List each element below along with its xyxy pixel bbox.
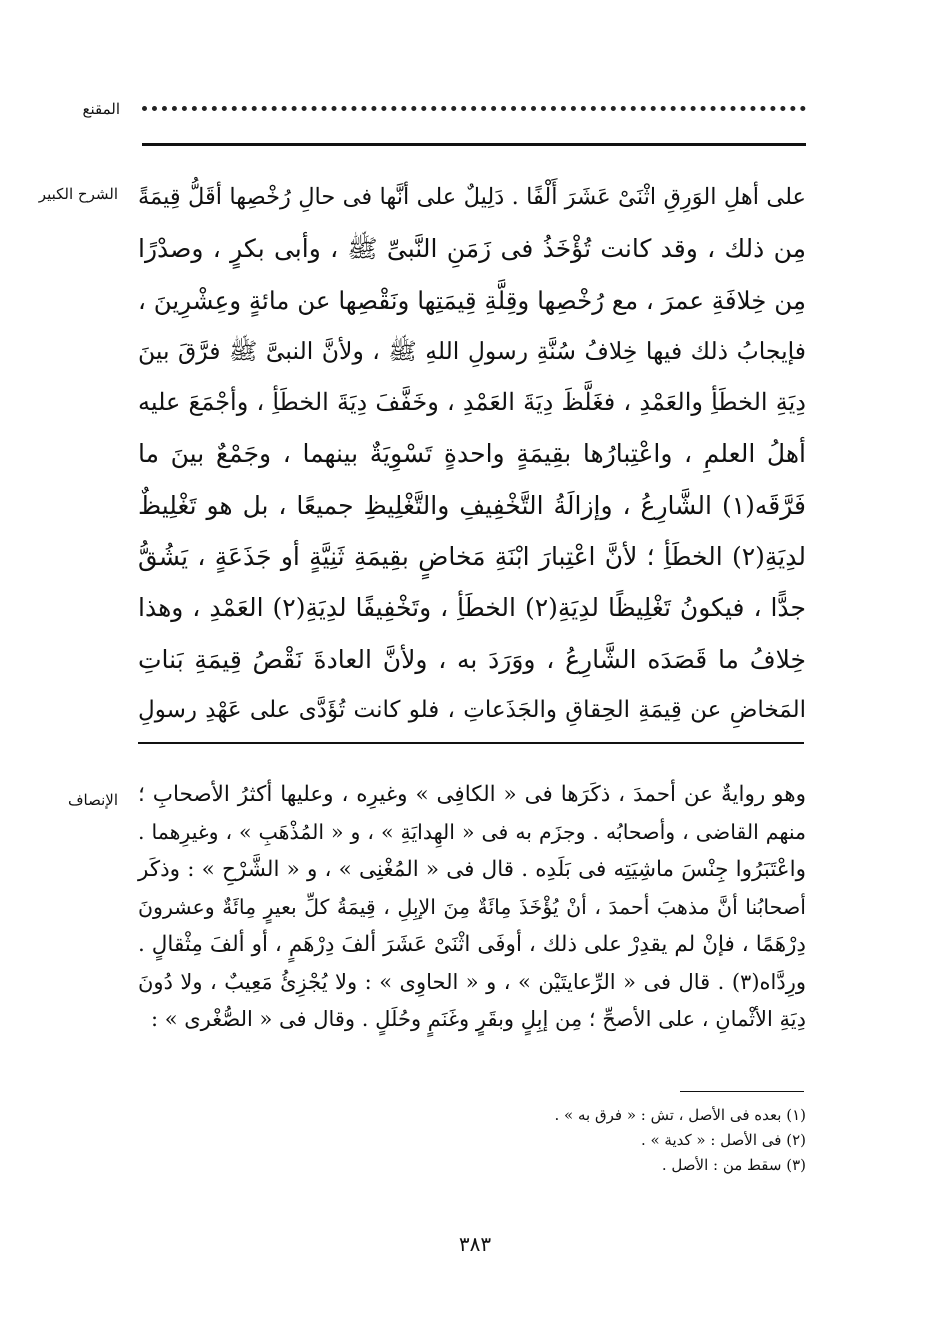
section-divider-rule [138, 742, 804, 744]
footnotes [500, 1103, 806, 1178]
sharh-line: المَخاضِ عن قِيمَةِ الحِقاقِ والجَذَعاتِ ، فلو كانت تُؤَدَّى على عَهْدِ رسولِ [138, 696, 806, 723]
insaf-line: وهو روايةٌ عن أحمدَ ، ذكَرَها فى « الكافِى » وغيرِه ، وعليها أكثرُ الأصحابِ ؛ [138, 782, 806, 807]
insaf-line: واعْتَبَرُوا جِنْسَ ماشِيَتِه فى بَلَدِه . قال فى « المُغْنِى » ، و « الشَّرْحِ » : وذكَر [138, 857, 806, 882]
insaf-line: دِرْهَمًا ، فإنْ لم يقدِرْ على ذلك ، أوفَى اثْنَىْ عَشَرَ ألفَ دِرْهَمٍ ، أو ألفَ مِثْقالٍ . [138, 932, 806, 957]
insaf-text-block [138, 776, 806, 1039]
sharh-line: مِن ذلك ، وقد كانت تُؤْخَذُ فى زَمَنِ النَّبىِّ ﷺ ، وأبى بكرٍ ، وصدْرًا [138, 234, 806, 264]
insaf-line: ورِدَّاه(٣) . قال فى « الرِّعايتَيْن » ، و « الحاوِى » : ولا يُجْزِئُ مَعِيبٌ ، ولا دُونَ [138, 969, 806, 994]
header-rule [142, 143, 806, 146]
section-label-sharh: الشرح الكبير [38, 185, 118, 203]
sharh-text-block [138, 172, 806, 736]
sharh-line: مِن خِلافَةِ عمرَ ، مع رُخْصِها وقِلَّةِ قِيمَتِها ونَقْصِها عن مائةٍ وعِشْرِينَ ، [138, 285, 806, 315]
section-label-insaf: الإنصاف [67, 791, 118, 809]
insaf-line: منهم القاضى ، وأصحابُه . وجزَم به فى « الهِدايَةِ » ، و « المُذْهَبِ » ، وغيرِهما . [138, 819, 806, 844]
footnote: (٢) فى الأصل : « كدية » . [640, 1131, 806, 1149]
sharh-line: فَرَّقَه(١) الشَّارِعُ ، وإزالَةُ التَّخْفِيفِ والتَّغْلِيظِ جميعًا ، بل هو تَغْلِيظٌ [138, 490, 806, 520]
page-number: ٣٨٣ [458, 1232, 492, 1256]
sharh-line: لدِيَةِ(٢) الخطَأِ ؛ لأنَّ اعْتِبارَ ابْنَةِ مَخاضٍ بقِيمَةِ ثَنِيَّةٍ أو جَذَعَةٍ ، يَشُقُّ [138, 542, 806, 572]
footnote: (١) بعده فى الأصل ، تش : « فرق به » . [554, 1106, 806, 1124]
sharh-line: جدًّا ، فيكونُ تَغْلِيظًا لدِيَةِ(٢) الخطَأِ ، وتَخْفِيفًا لدِيَةِ(٢) العَمْدِ ، وهذا [138, 593, 806, 623]
running-head: المقنع [82, 100, 120, 118]
sharh-line: فإيجابُ ذلك فيها خِلافُ سُنَّةِ رسولِ اللهِ ﷺ ، ولأنَّ النبىَّ ﷺ فرَّقَ بينَ [138, 336, 806, 365]
footnote-rule [680, 1091, 804, 1092]
sharh-line: على أهلِ الوَرِقِ اثْنَىْ عَشَرَ أَلْفًا . دَلِيلٌ على أنَّها فى حالِ رُخْصِها أقَلُّ قِيمَةً [138, 184, 806, 210]
sharh-line: خِلافُ ما قَصَدَه الشَّارِعُ ، ووَرَدَ به ، ولأنَّ العادةَ نَقْصُ قِيمَةِ بَناتِ [138, 644, 806, 674]
insaf-line: أصحابُنا أنَّ مذهبَ أحمدَ ، أنْ يُؤْخَذَ مِائَةٌ مِنَ الإبِلِ ، قِيمَةُ كلِّ بعيرٍ مِائَةٌ وعشرونَ [138, 894, 806, 919]
dotted-leader-rule [142, 106, 806, 111]
sharh-line: أهلُ العلمِ ، واعْتِبارُها بقِيمَةٍ واحدةٍ تَسْوِيَةٌ بينهما ، وجَمْعٌ بينَ ما [138, 439, 806, 469]
footnote: (٣) سقط من : الأصل . [661, 1156, 806, 1174]
sharh-line: دِيَةِ الخطَأِ والعَمْدِ ، فغَلَّظَ دِيَةَ العَمْدِ ، وخَفَّفَ دِيَةَ الخطَأِ ، وأجْمَعَ عليه [138, 388, 806, 417]
insaf-line: دِيَةِ الأثْمانِ ، على الأصحِّ ؛ مِن إبِلٍ وبقَرٍ وغَنَمٍ وحُلَلٍ . وقال فى « الصُّغْرى » : [150, 1007, 806, 1031]
